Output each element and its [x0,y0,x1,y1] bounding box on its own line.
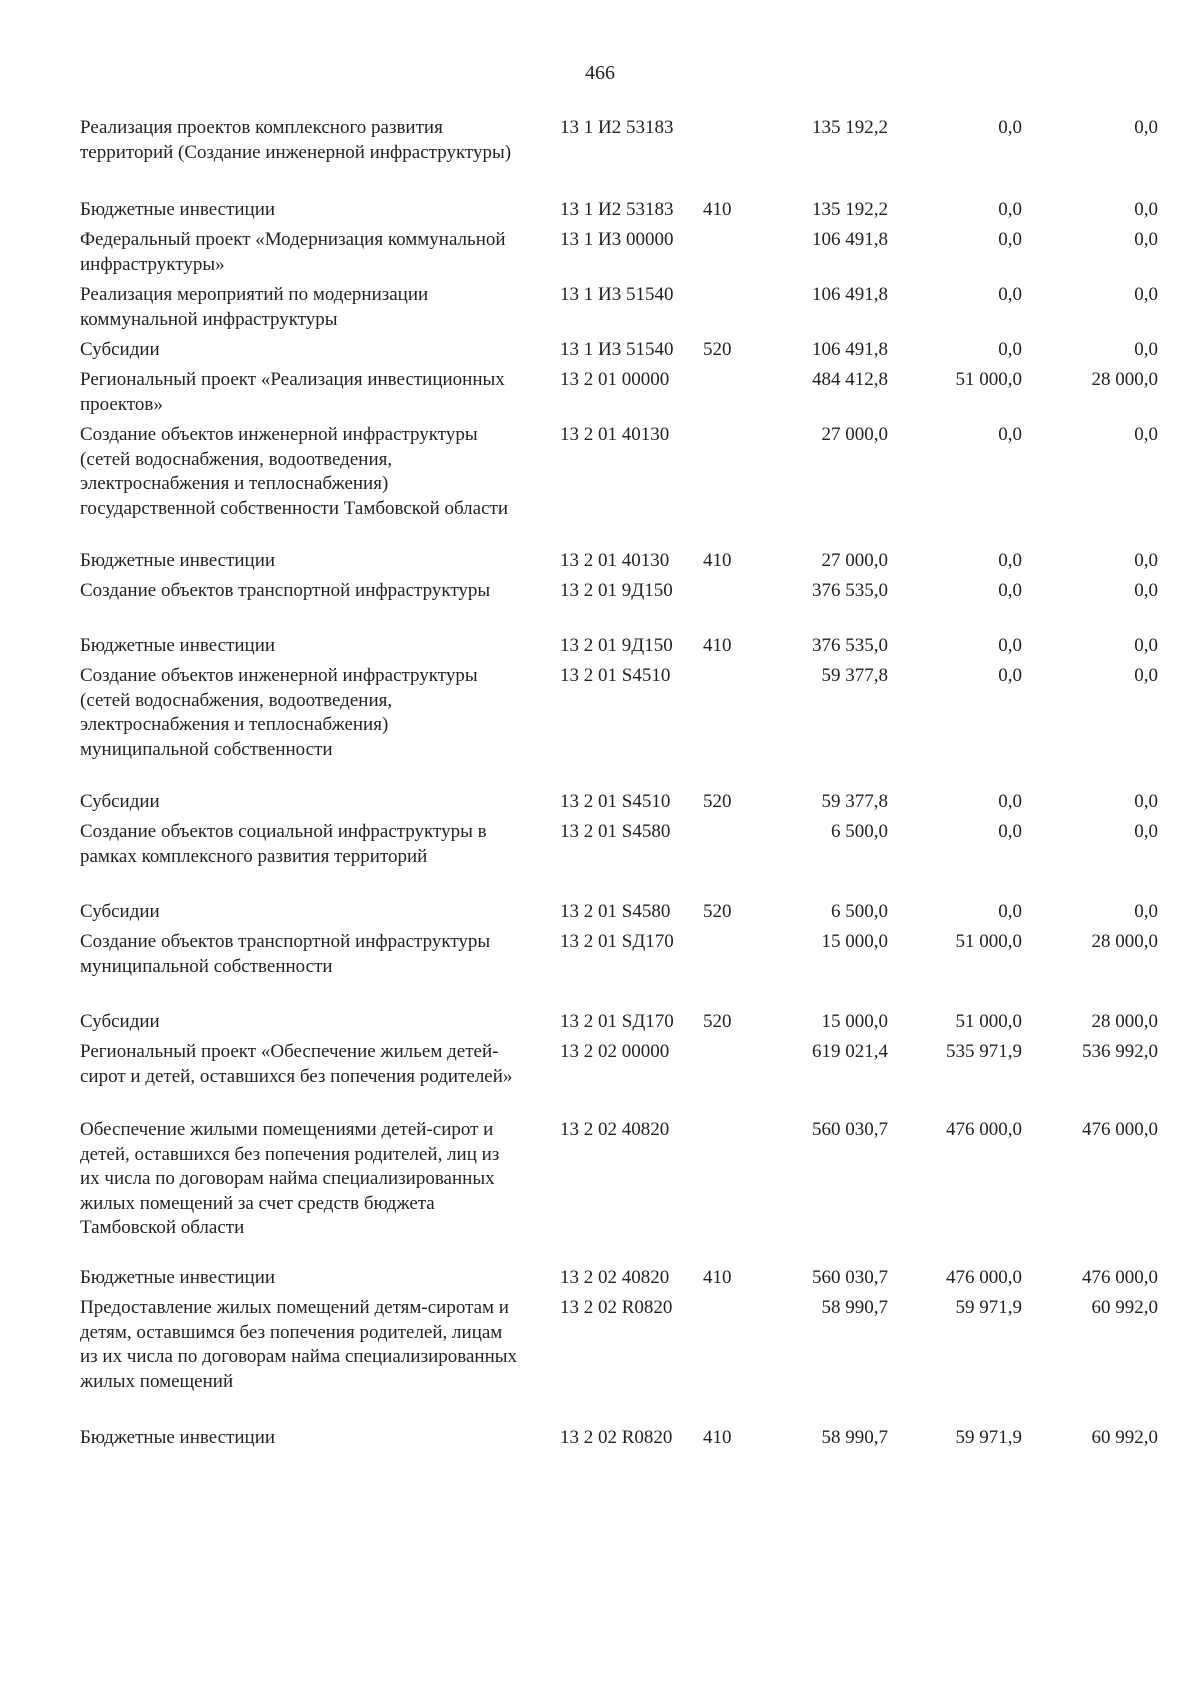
row-value-3: 0,0 [1134,791,1158,812]
row-value-2: 0,0 [998,901,1022,922]
row-value-3: 0,0 [1134,199,1158,220]
row-code: 13 2 01 S4510 [560,665,671,686]
row-value-3: 0,0 [1134,339,1158,360]
row-value-1: 106 491,8 [812,229,888,250]
row-code: 13 2 01 9Д150 [560,580,673,601]
row-expense-type: 520 [703,339,732,360]
row-name: Реализация проектов комплексного развития территорий (Создание инженерной инфраструктуры) [80,117,512,163]
row-name: Предоставление жилых помещений детям-сиротам и детям, оставшимся без попечения родителей, лицам из их числа по договорам найма специализированных жилых помещений [80,1297,518,1392]
row-value-1: 106 491,8 [812,284,888,305]
row-value-3: 0,0 [1134,117,1158,138]
row-value-1: 560 030,7 [812,1267,888,1288]
row-name: Бюджетные инвестиции [80,1427,276,1448]
row-code: 13 2 02 40820 [560,1267,670,1288]
row-value-2: 476 000,0 [946,1267,1022,1288]
row-code: 13 2 01 S4580 [560,821,671,842]
row-value-1: 619 021,4 [812,1041,888,1062]
page-number: 466 [585,62,615,84]
row-name: Субсидии [80,901,160,922]
row-value-2: 0,0 [998,284,1022,305]
row-value-1: 484 412,8 [812,369,888,390]
row-expense-type: 410 [703,199,732,220]
row-name: Бюджетные инвестиции [80,550,276,571]
row-value-1: 15 000,0 [821,1011,888,1032]
row-code: 13 2 01 S4510 [560,791,671,812]
row-code: 13 2 02 00000 [560,1041,670,1062]
row-code: 13 1 И3 51540 [560,284,674,305]
row-expense-type: 410 [703,550,732,571]
row-code: 13 2 01 40130 [560,550,670,571]
row-value-3: 476 000,0 [1082,1119,1158,1140]
row-value-3: 476 000,0 [1082,1267,1158,1288]
row-name: Создание объектов инженерной инфраструктуры (сетей водоснабжения, водоотведения, электроснабжения и теплоснабжения) государственной собственности Тамбовской области [80,424,509,519]
row-value-2: 0,0 [998,424,1022,445]
row-value-2: 0,0 [998,117,1022,138]
row-value-3: 0,0 [1134,229,1158,250]
row-expense-type: 410 [703,635,732,656]
row-value-1: 560 030,7 [812,1119,888,1140]
row-value-1: 58 990,7 [821,1427,888,1448]
row-value-1: 6 500,0 [831,821,888,842]
row-value-2: 51 000,0 [955,931,1022,952]
row-value-2: 59 971,9 [955,1427,1022,1448]
row-value-3: 536 992,0 [1082,1041,1158,1062]
row-code: 13 1 И3 00000 [560,229,674,250]
row-code: 13 2 02 40820 [560,1119,670,1140]
row-name: Создание объектов инженерной инфраструктуры (сетей водоснабжения, водоотведения, электроснабжения и теплоснабжения) муниципальной собственности [80,665,478,760]
row-value-3: 60 992,0 [1091,1297,1158,1318]
row-value-3: 0,0 [1134,635,1158,656]
row-name: Бюджетные инвестиции [80,635,276,656]
row-expense-type: 410 [703,1427,732,1448]
row-code: 13 2 01 SД170 [560,1011,674,1032]
row-value-2: 476 000,0 [946,1119,1022,1140]
row-value-2: 0,0 [998,821,1022,842]
row-name: Региональный проект «Обеспечение жильем детей-сирот и детей, оставшихся без попечения родителей» [80,1041,513,1087]
row-value-1: 27 000,0 [821,424,888,445]
row-value-1: 106 491,8 [812,339,888,360]
row-value-1: 15 000,0 [821,931,888,952]
row-value-3: 28 000,0 [1091,369,1158,390]
row-name: Субсидии [80,1011,160,1032]
row-value-3: 0,0 [1134,821,1158,842]
row-value-2: 0,0 [998,580,1022,601]
row-code: 13 2 01 00000 [560,369,670,390]
row-value-1: 135 192,2 [812,199,888,220]
row-value-3: 0,0 [1134,424,1158,445]
row-name: Бюджетные инвестиции [80,199,276,220]
row-value-1: 58 990,7 [821,1297,888,1318]
row-code: 13 1 И3 51540 [560,339,674,360]
row-name: Бюджетные инвестиции [80,1267,276,1288]
row-value-2: 0,0 [998,339,1022,360]
row-expense-type: 520 [703,901,732,922]
row-code: 13 2 01 SД170 [560,931,674,952]
row-expense-type: 520 [703,1011,732,1032]
row-expense-type: 520 [703,791,732,812]
row-value-3: 0,0 [1134,580,1158,601]
row-name: Федеральный проект «Модернизация коммунальной инфраструктуры» [80,229,506,275]
row-code: 13 2 01 S4580 [560,901,671,922]
row-value-2: 0,0 [998,635,1022,656]
row-value-3: 60 992,0 [1091,1427,1158,1448]
row-value-2: 0,0 [998,791,1022,812]
row-expense-type: 410 [703,1267,732,1288]
row-code: 13 1 И2 53183 [560,199,674,220]
row-value-3: 0,0 [1134,284,1158,305]
row-value-1: 376 535,0 [812,580,888,601]
row-value-2: 0,0 [998,199,1022,220]
row-value-1: 376 535,0 [812,635,888,656]
row-code: 13 2 02 R0820 [560,1297,673,1318]
row-value-2: 0,0 [998,665,1022,686]
row-name: Субсидии [80,791,160,812]
row-value-2: 51 000,0 [955,369,1022,390]
row-value-3: 28 000,0 [1091,1011,1158,1032]
row-code: 13 2 01 9Д150 [560,635,673,656]
row-value-1: 135 192,2 [812,117,888,138]
row-value-2: 0,0 [998,550,1022,571]
row-name: Создание объектов транспортной инфраструктуры муниципальной собственности [80,931,491,977]
row-name: Региональный проект «Реализация инвестиционных проектов» [80,369,505,415]
row-value-3: 0,0 [1134,901,1158,922]
row-name: Обеспечение жилыми помещениями детей-сирот и детей, оставшихся без попечения родителей, лиц из их числа по договорам найма специализированных жилых помещений за счет средств бюджета Тамбовской области [80,1119,500,1238]
row-value-2: 59 971,9 [955,1297,1022,1318]
row-value-3: 0,0 [1134,550,1158,571]
row-code: 13 2 02 R0820 [560,1427,673,1448]
row-name: Создание объектов транспортной инфраструктуры [80,580,491,601]
row-value-3: 28 000,0 [1091,931,1158,952]
row-code: 13 2 01 40130 [560,424,670,445]
row-name: Реализация мероприятий по модернизации коммунальной инфраструктуры [80,284,429,330]
row-code: 13 1 И2 53183 [560,117,674,138]
row-value-1: 6 500,0 [831,901,888,922]
row-name: Создание объектов социальной инфраструктуры в рамках комплексного развития территорий [80,821,487,867]
row-name: Субсидии [80,339,160,360]
row-value-1: 27 000,0 [821,550,888,571]
row-value-2: 535 971,9 [946,1041,1022,1062]
row-value-1: 59 377,8 [821,791,888,812]
row-value-1: 59 377,8 [821,665,888,686]
row-value-2: 51 000,0 [955,1011,1022,1032]
row-value-2: 0,0 [998,229,1022,250]
row-value-3: 0,0 [1134,665,1158,686]
